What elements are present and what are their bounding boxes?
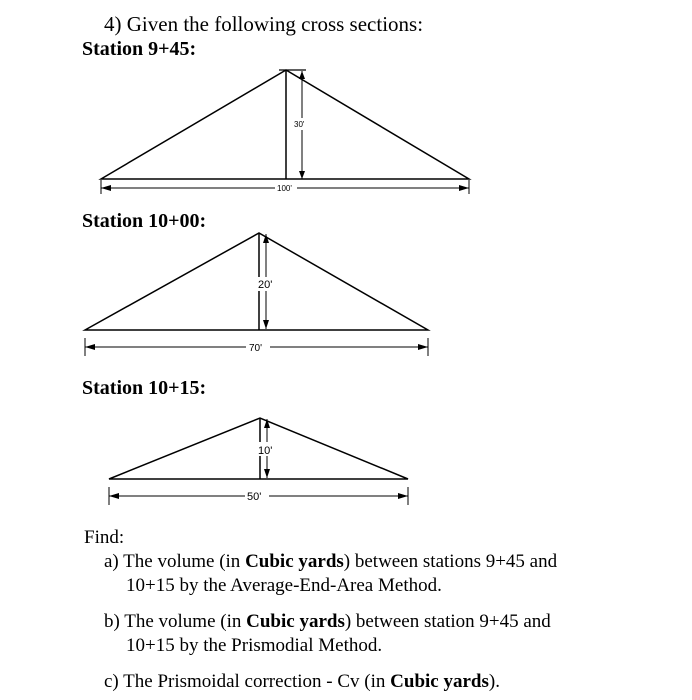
height-label-1: 30'	[294, 120, 305, 129]
find-item-b: b) The volume (in Cubic yards) between station 9+45 and 10+15 by the Prismodial Method.	[104, 611, 551, 656]
height-label-3: 10'	[258, 445, 273, 457]
cross-section-figure-2	[0, 225, 692, 365]
section-3-label: Station 10+15:	[82, 377, 207, 399]
cross-section-figure-3	[0, 410, 692, 520]
question-title: 4) Given the following cross sections:	[104, 12, 424, 36]
height-label-2: 20'	[258, 279, 273, 291]
find-item-c: c) The Prismoidal correction - Cv (in Cubic yards).	[104, 671, 500, 692]
width-label-3: 50'	[247, 491, 262, 503]
section-2-label: Station 10+00:	[82, 210, 207, 232]
cross-section-1-triangle	[101, 70, 469, 179]
find-heading: Find:	[84, 527, 125, 548]
width-label-1: 100'	[277, 184, 292, 193]
find-item-a: a) The volume (in Cubic yards) between stations 9+45 and 10+15 by the Average-End-Area Method.	[104, 551, 558, 596]
section-1-label: Station 9+45:	[82, 38, 197, 60]
cross-section-2-triangle	[85, 233, 428, 330]
cross-section-figure-1	[0, 60, 692, 200]
width-label-2: 70'	[249, 343, 263, 354]
